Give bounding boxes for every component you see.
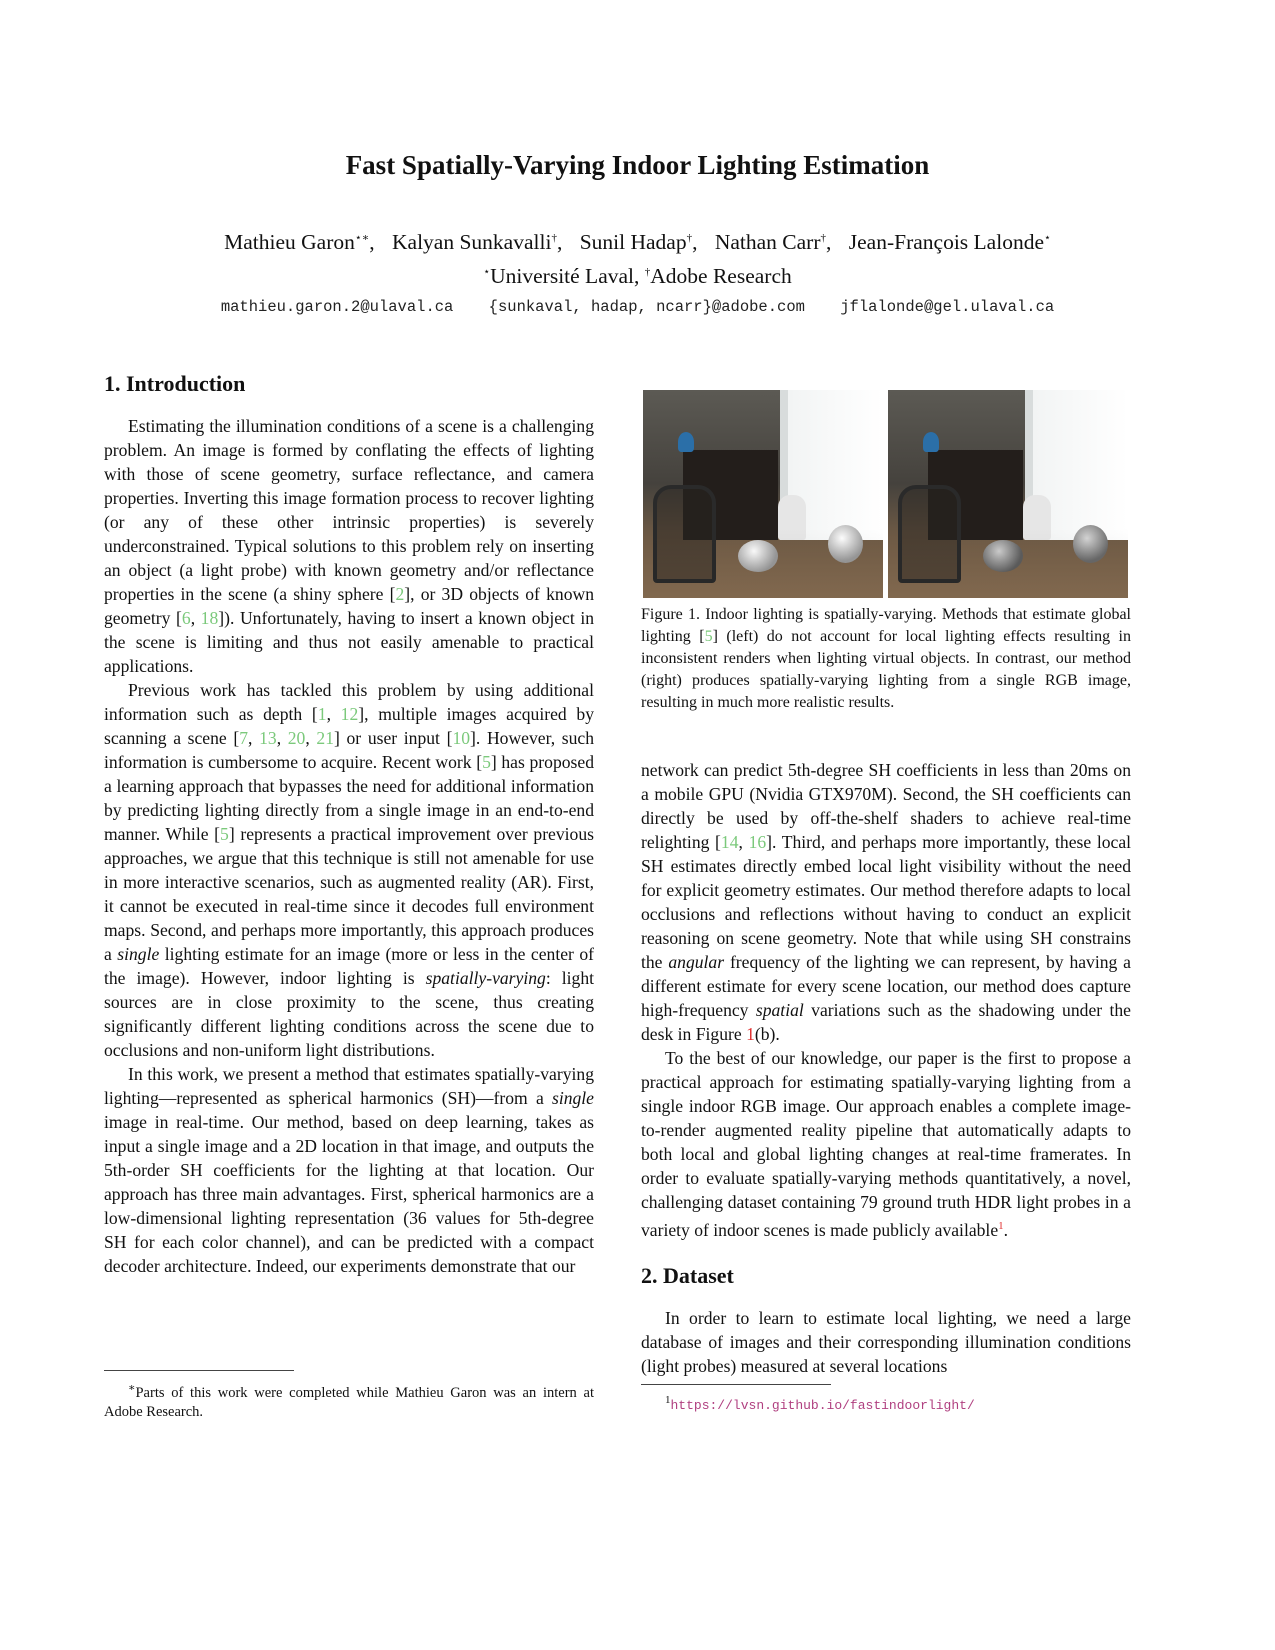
figure-image-left bbox=[643, 390, 883, 598]
author: Mathieu Garon⋆∗, bbox=[224, 230, 375, 254]
footnote-rule bbox=[641, 1384, 831, 1385]
footnote-right bbox=[641, 1384, 1131, 1415]
author: Sunil Hadap†, bbox=[579, 230, 698, 254]
author: Jean-François Lalonde⋆ bbox=[848, 230, 1051, 254]
author-list bbox=[0, 230, 1275, 255]
citation-link[interactable]: 2 bbox=[395, 584, 405, 604]
paragraph: network can predict 5th-degree SH coefficients in less than 20ms on a mobile GPU (Nvidia GTX970M). Second, the SH coefficients can directly be used by off-the-shelf shaders to achieve real-time relighting [14, 16]. Third, and perhaps more importantly, these local SH estimates directly embed local light visibility without the need for explicit geometry estimates. Our method therefore adapts to local occlusions and reflections without having to conduct an explicit reasoning on scene geometry. Note that while using SH constrains the angular frequency of the lighting we can represent, by having a different estimate for every scene location, our method does capture high-frequency spatial variations such as the shadowing under the desk in Figure 1(b). bbox=[641, 760, 1132, 1044]
citation-link[interactable]: 12 bbox=[340, 704, 359, 724]
affiliations: ⋆Université Laval, †Adobe Research bbox=[483, 264, 792, 288]
footnote-rule bbox=[104, 1370, 294, 1371]
figure-1 bbox=[643, 390, 1131, 598]
footnote-url-link[interactable]: https://lvsn.github.io/fastindoorlight/ bbox=[670, 1397, 975, 1413]
paragraph: In order to learn to estimate local lighting, we need a large database of images and their corresponding illumination conditions (light probes) measured at several locations bbox=[641, 1307, 1131, 1376]
footnote-left bbox=[104, 1370, 594, 1422]
paragraph: Estimating the illumination conditions of a scene is a challenging problem. An image is formed by conflating the effects of lighting with those of scene geometry, surface reflectance, and camera properties. Inverting this image formation process to recover lighting (or any of these other intrinsic properties) is severely underconstrained. Typical solutions to this problem rely on inserting an object (a light probe) with known geometry and/or reflectance properties in the scene (a shiny sphere [2], or 3D objects of known geometry [6, 18]). Unfortunately, having to insert a known object in the scene is limiting and thus not easily amenable to practical applications. bbox=[104, 416, 595, 676]
citation-link[interactable]: 5 bbox=[704, 628, 713, 645]
email: jflalonde@gel.ulaval.ca bbox=[840, 298, 1055, 316]
citation-link[interactable]: 16 bbox=[748, 832, 767, 852]
author: Kalyan Sunkavalli†, bbox=[392, 230, 563, 254]
email: {sunkaval, hadap, ncarr}@adobe.com bbox=[488, 298, 805, 316]
citation-link[interactable]: 18 bbox=[200, 608, 219, 628]
citation-link[interactable]: 13 bbox=[259, 728, 277, 748]
figure-caption: Figure 1. Indoor lighting is spatially-varying. Methods that estimate global lighting [5] (left) do not account for local lighting effects resulting in inconsistent renders when lighting virtual objects. In contrast, our method (right) produces spatially-varying lighting from a single RGB image, resulting in much more realistic results. bbox=[641, 606, 1132, 711]
citation-link[interactable]: 5 bbox=[220, 824, 229, 844]
figure-image-right bbox=[888, 390, 1128, 598]
citation-link[interactable]: 20 bbox=[287, 728, 306, 748]
citation-link[interactable]: 7 bbox=[239, 728, 249, 748]
left-column bbox=[104, 370, 594, 1278]
paragraph: Previous work has tackled this problem by using additional information such as depth [1, 12], multiple images acquired by scanning a scene [7, 13, 20, 21] or user input [10]. However, such information is cumbersome to acquire. Recent work [5] has proposed a learning approach that bypasses the need for additional information by predicting lighting directly from a single image in an end-to-end manner. While [5] represents a practical improvement over previous approaches, we argue that this technique is still not amenable for use in more interactive scenarios, such as augmented reality (AR). First, it cannot be executed in real-time since it decodes full environment maps. Second, and perhaps more importantly, this approach produces a single lighting estimate for an image (more or less in the center of the image). However, indoor lighting is spatially-varying: light sources are in close proximity to the scene, thus creating significantly different lighting conditions across the scene due to occlusions and non-uniform light distributions. bbox=[104, 680, 595, 1060]
footnote-text: ∗Parts of this work were completed while Mathieu Garon was an intern at Adobe Research. bbox=[104, 1382, 594, 1420]
author-emails bbox=[0, 298, 1275, 316]
figure-ref-link[interactable]: 1 bbox=[746, 1024, 755, 1044]
section-heading: 2. Dataset bbox=[641, 1262, 734, 1288]
citation-link[interactable]: 14 bbox=[720, 832, 739, 852]
email: mathieu.garon.2@ulaval.ca bbox=[220, 298, 454, 316]
right-column bbox=[641, 390, 1131, 1378]
footnote-ref-link[interactable]: 1 bbox=[998, 1220, 1004, 1232]
citation-link[interactable]: 6 bbox=[181, 608, 191, 628]
paragraph: To the best of our knowledge, our paper is the first to propose a practical approach for estimating spatially-varying lighting from a single indoor RGB image. Our approach enables a complete image-to-render augmented reality pipeline that automatically adapts to both local and global lighting changes at real-time framerates. In order to evaluate spatially-varying methods quantitatively, a novel, challenging dataset containing 79 ground truth HDR light probes in a variety of indoor scenes is made publicly available$^1$. bbox=[641, 1048, 1131, 1240]
footnote-text: $^1$https://lvsn.github.io/fastindoorlight/ bbox=[665, 1394, 975, 1413]
citation-link[interactable]: 1 bbox=[317, 704, 327, 724]
paragraph: In this work, we present a method that estimates spatially-varying lighting—represented as spherical harmonics (SH)—from a single image in real-time. Our method, based on deep learning, takes as input a single image and a 2D location in that image, and outputs the 5th-order SH coefficients for the lighting at that location. Our approach has three main advantages. First, spherical harmonics are a low-dimensional lighting representation (36 values for 5th-degree SH for each color channel), and can be predicted with a compact decoder architecture. Indeed, our experiments demonstrate that our bbox=[104, 1064, 594, 1276]
paper-title: Fast Spatially-Varying Indoor Lighting Estimation bbox=[345, 150, 930, 180]
citation-link[interactable]: 5 bbox=[482, 752, 491, 772]
author: Nathan Carr†, bbox=[714, 230, 832, 254]
section-heading: 1. Introduction bbox=[104, 371, 246, 396]
citation-link[interactable]: 10 bbox=[452, 728, 471, 748]
citation-link[interactable]: 21 bbox=[316, 728, 334, 748]
